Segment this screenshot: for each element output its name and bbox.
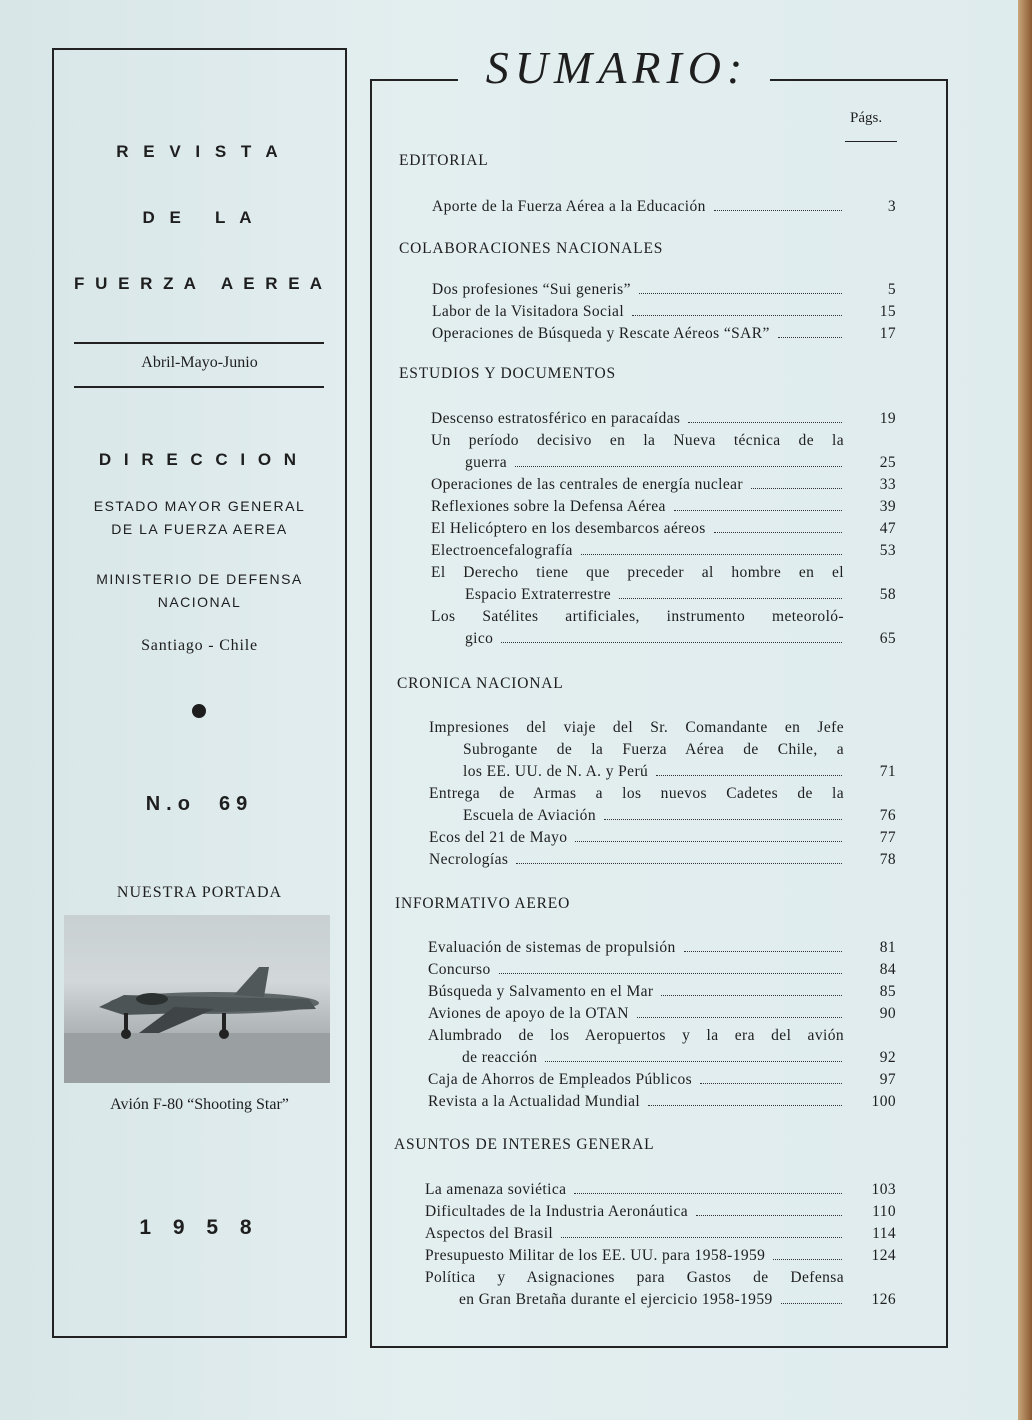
pages-label: Págs. xyxy=(850,110,883,126)
toc-entry-page: 124 xyxy=(871,1247,896,1264)
toc-entry xyxy=(425,1181,896,1199)
toc-entry-page: 76 xyxy=(879,807,896,824)
dot-leader xyxy=(639,293,842,294)
ministerio-line-1: MINISTERIO DE DEFENSA xyxy=(96,571,303,587)
toc-entry xyxy=(425,1225,896,1243)
dot-leader xyxy=(648,1105,842,1106)
toc-entry-page: 77 xyxy=(879,829,896,846)
toc-entry-line xyxy=(431,432,844,450)
toc-entry-page: 97 xyxy=(879,1071,896,1088)
toc-entry xyxy=(425,1247,896,1265)
toc-entry-title: Un período decisivo en la Nueva técnica de la xyxy=(431,432,844,449)
toc-entry-page: 17 xyxy=(879,325,896,342)
masthead-de-la: D E L A xyxy=(142,208,257,227)
toc-section-heading: ESTUDIOS Y DOCUMENTOS xyxy=(399,365,616,382)
toc-entry-title: gico xyxy=(465,630,494,647)
toc-entry xyxy=(465,586,896,604)
dot-leader xyxy=(515,466,842,467)
dot-leader xyxy=(619,598,842,599)
toc-entry xyxy=(465,630,896,648)
dot-leader xyxy=(656,775,842,776)
toc-entry-title: La amenaza soviética xyxy=(425,1181,567,1198)
toc-entry xyxy=(432,198,896,216)
jet-aircraft-icon xyxy=(64,915,330,1083)
toc-entry xyxy=(463,807,896,825)
dot-leader xyxy=(581,554,842,555)
toc-entry xyxy=(459,1291,896,1309)
toc-section-heading: INFORMATIVO AEREO xyxy=(395,895,571,912)
dot-leader xyxy=(499,973,842,974)
toc-entry-title: Escuela de Aviación xyxy=(463,807,596,824)
dot-leader xyxy=(501,642,842,643)
toc-entry xyxy=(428,939,896,957)
dot-leader xyxy=(751,488,842,489)
toc-entry-title: Labor de la Visitadora Social xyxy=(432,303,625,320)
cover-heading: NUESTRA PORTADA xyxy=(116,884,283,901)
toc-entry xyxy=(428,983,896,1001)
toc-entry-page: 110 xyxy=(872,1203,896,1220)
toc-entry-page: 19 xyxy=(879,410,896,427)
dot-leader xyxy=(574,1193,842,1194)
toc-entry xyxy=(429,829,896,847)
toc-entry-page: 103 xyxy=(871,1181,896,1198)
toc-entry-title: Operaciones de Búsqueda y Rescate Aéreos “SAR” xyxy=(432,325,770,342)
toc-entry-title: Aspectos del Brasil xyxy=(425,1225,554,1242)
toc-entry-page: 25 xyxy=(879,454,896,471)
toc-entry-page: 100 xyxy=(871,1093,896,1110)
toc-entry-title: Presupuesto Militar de los EE. UU. para 1958-1959 xyxy=(425,1247,766,1264)
toc-entry-title: Reflexiones sobre la Defensa Aérea xyxy=(431,498,666,515)
estado-line-2: DE LA FUERZA AEREA xyxy=(111,521,288,537)
dot-leader xyxy=(700,1083,842,1084)
toc-entry xyxy=(432,281,896,299)
cover-caption: Avión F-80 “Shooting Star” xyxy=(110,1096,289,1113)
toc-entry-page: 81 xyxy=(879,939,896,956)
toc-entry-title: Dos profesiones “Sui generis” xyxy=(432,281,631,298)
dot-leader xyxy=(684,951,842,952)
toc-entry-title: Necrologías xyxy=(429,851,509,868)
masthead-fuerza-aerea: F U E R Z A A E R E A xyxy=(74,274,325,293)
toc-entry-page: 85 xyxy=(879,983,896,1000)
dot-leader xyxy=(714,532,842,533)
toc-entry-title: Espacio Extraterrestre xyxy=(465,586,612,603)
toc-entry-title: en Gran Bretaña durante el ejercicio 1958-1959 xyxy=(459,1291,773,1308)
toc-entry xyxy=(431,520,896,538)
toc-section-heading: EDITORIAL xyxy=(399,152,489,169)
dot-leader xyxy=(781,1303,842,1304)
toc-entry-title: Caja de Ahorros de Empleados Públicos xyxy=(428,1071,693,1088)
estado-line-1: ESTADO MAYOR GENERAL xyxy=(93,498,306,514)
toc-entry-title: Ecos del 21 de Mayo xyxy=(429,829,568,846)
toc-entry xyxy=(432,303,896,321)
toc-entry-page: 47 xyxy=(879,520,896,537)
toc-entry-title: Revista a la Actualidad Mundial xyxy=(428,1093,641,1110)
toc-entry-line xyxy=(425,1269,844,1287)
dot-leader xyxy=(637,1017,842,1018)
toc-entry xyxy=(431,410,896,428)
rule-top xyxy=(74,342,324,344)
toc-entry-page: 71 xyxy=(879,763,896,780)
toc-entry xyxy=(431,498,896,516)
toc-entry-page: 33 xyxy=(879,476,896,493)
toc-title: SUMARIO: xyxy=(485,42,749,93)
dot-leader xyxy=(545,1061,842,1062)
toc-entry-page: 65 xyxy=(879,630,896,647)
year: 1 9 5 8 xyxy=(139,1216,260,1239)
dot-leader xyxy=(561,1237,842,1238)
toc-entry xyxy=(428,961,896,979)
toc-entry xyxy=(429,851,896,869)
toc-entry xyxy=(431,476,896,494)
toc-entry-title: Impresiones del viaje del Sr. Comandante en Jefe xyxy=(429,719,844,736)
dot-leader xyxy=(604,819,842,820)
dot-leader xyxy=(688,422,842,423)
toc-entry-title: Dificultades de la Industria Aeronáutica xyxy=(425,1203,689,1220)
toc-entry-page: 90 xyxy=(879,1005,896,1022)
toc-entry-title: El Helicóptero en los desembarcos aéreos xyxy=(431,520,706,537)
toc-entry-line xyxy=(431,564,844,582)
toc-entry-title: Búsqueda y Salvamento en el Mar xyxy=(428,983,654,1000)
issue-period: Abril-Mayo-Junio xyxy=(141,354,258,371)
toc-entry-title: Evaluación de sistemas de propulsión xyxy=(428,939,676,956)
city: Santiago - Chile xyxy=(141,637,258,654)
toc-entry-title: los EE. UU. de N. A. y Perú xyxy=(463,763,649,780)
toc-entry-page: 126 xyxy=(871,1291,896,1308)
toc-entry xyxy=(428,1093,896,1111)
direccion-heading: D I R E C C I O N xyxy=(98,450,301,469)
toc-entry-page: 3 xyxy=(887,198,896,215)
toc-entry-title: Los Satélites artificiales, instrumento meteoroló- xyxy=(431,608,844,625)
toc-entry-title: Operaciones de las centrales de energía nuclear xyxy=(431,476,743,493)
dot-leader xyxy=(575,841,842,842)
ministerio-line-2: NACIONAL xyxy=(157,594,242,610)
toc-entry-title: de reacción xyxy=(462,1049,538,1066)
toc-entry-title: Descenso estratosférico en paracaídas xyxy=(431,410,681,427)
toc-entry-title: guerra xyxy=(465,454,507,471)
dot-leader xyxy=(773,1259,842,1260)
toc-section-heading: COLABORACIONES NACIONALES xyxy=(399,240,664,257)
toc-entry-line xyxy=(428,1027,844,1045)
toc-entry xyxy=(428,1071,896,1089)
masthead-revista: R E V I S T A xyxy=(116,142,283,161)
toc-entry-line xyxy=(463,741,844,759)
toc-entry xyxy=(432,325,896,343)
toc-entry xyxy=(431,542,896,560)
toc-section-heading: CRONICA NACIONAL xyxy=(397,675,564,692)
toc-frame xyxy=(370,80,948,1348)
toc-entry-page: 58 xyxy=(879,586,896,603)
toc-entry-title: Aviones de apoyo de la OTAN xyxy=(428,1005,629,1022)
toc-entry-title: Electroencefalografía xyxy=(431,542,573,559)
toc-entry-page: 84 xyxy=(879,961,896,978)
toc-entry-title: Entrega de Armas a los nuevos Cadetes de la xyxy=(429,785,844,802)
dot-leader xyxy=(516,863,842,864)
dot-leader xyxy=(661,995,842,996)
binding-edge xyxy=(1018,0,1032,1420)
toc-entry-page: 15 xyxy=(879,303,896,320)
toc-entry-line xyxy=(431,608,844,626)
toc-entry-title: Política y Asignaciones para Gastos de Defensa xyxy=(425,1269,844,1286)
toc-entry-page: 114 xyxy=(872,1225,896,1242)
dot-leader xyxy=(714,210,842,211)
toc-entry-page: 5 xyxy=(887,281,896,298)
toc-entry-page: 53 xyxy=(879,542,896,559)
toc-entry-line xyxy=(429,719,844,737)
toc-entry xyxy=(463,763,896,781)
issue-number: N.o 69 xyxy=(145,793,254,815)
toc-entry-page: 92 xyxy=(879,1049,896,1066)
dot-leader xyxy=(674,510,842,511)
rule-bottom xyxy=(74,386,324,388)
toc-entry xyxy=(465,454,896,472)
toc-section-heading: ASUNTOS DE INTERES GENERAL xyxy=(394,1136,655,1153)
toc-entry-title: Alumbrado de los Aeropuertos y la era del avión xyxy=(428,1027,844,1044)
toc-entry-title: Subrogante de la Fuerza Aérea de Chile, a xyxy=(463,741,844,758)
toc-entry-title: Concurso xyxy=(428,961,491,978)
dot-leader xyxy=(696,1215,842,1216)
masthead-panel xyxy=(52,48,347,1338)
toc-entry-title: El Derecho tiene que preceder al hombre en el xyxy=(431,564,844,581)
dot-leader xyxy=(632,315,842,316)
toc-entry-page: 39 xyxy=(879,498,896,515)
toc-entry-line xyxy=(429,785,844,803)
toc-entry xyxy=(428,1005,896,1023)
toc-entry xyxy=(425,1203,896,1221)
toc-entry-title: Aporte de la Fuerza Aérea a la Educación xyxy=(432,198,706,215)
cover-photo xyxy=(64,915,330,1083)
pages-rule xyxy=(845,141,897,142)
toc-entry xyxy=(462,1049,896,1067)
dot-leader xyxy=(778,337,842,338)
toc-entry-page: 78 xyxy=(879,851,896,868)
bullet-dot xyxy=(192,704,206,718)
